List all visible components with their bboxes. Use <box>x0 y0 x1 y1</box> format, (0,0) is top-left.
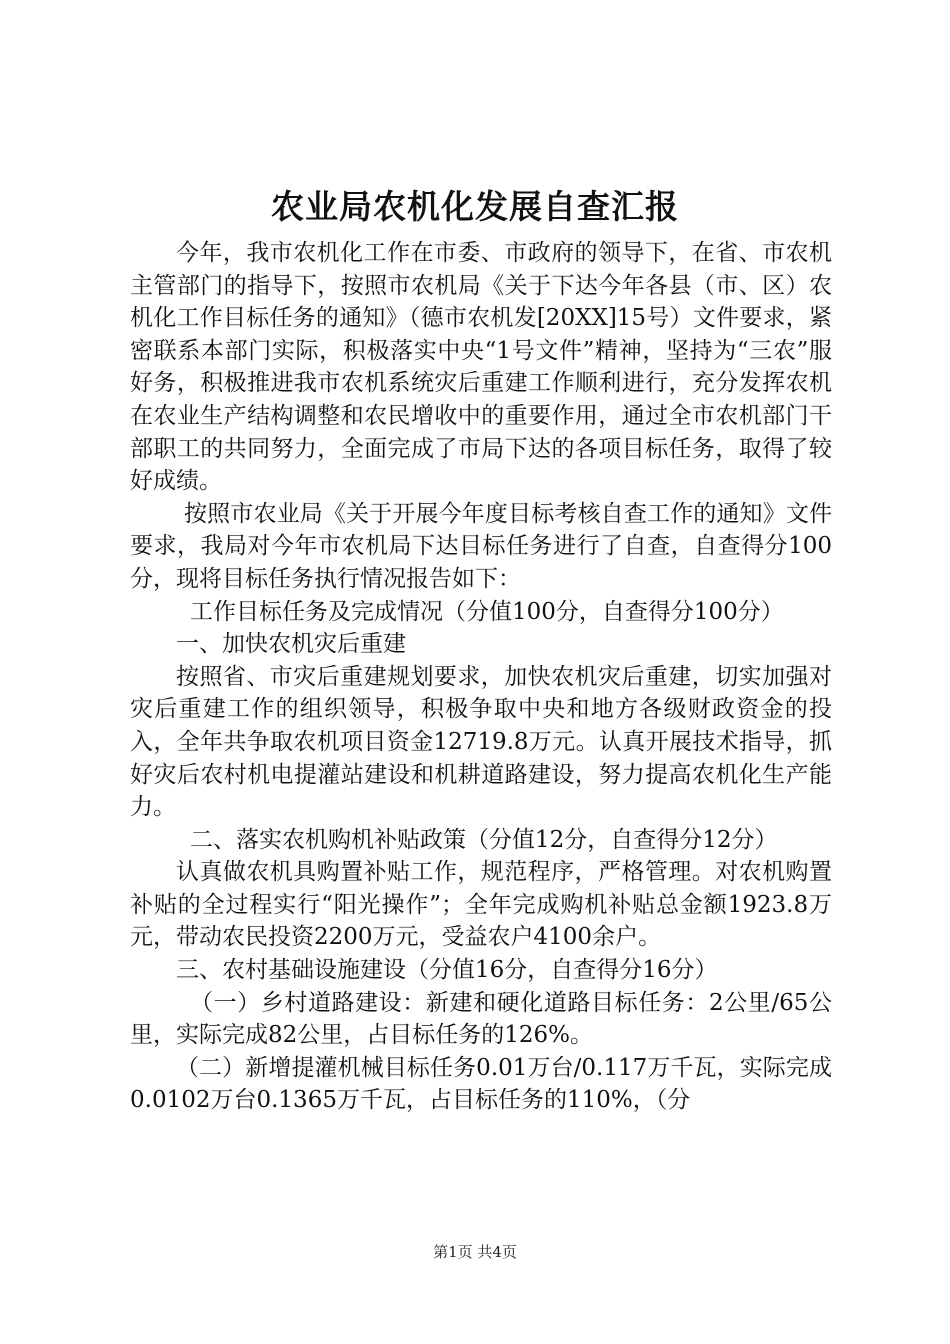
document-title: 农业局农机化发展自查汇报 <box>271 187 679 226</box>
document-body <box>130 237 832 1117</box>
paragraph-task-summary: 工作目标任务及完成情况（分值100分，自查得分100分） <box>190 598 784 625</box>
section-heading-2: 二、落实农机购机补贴政策（分值12分，自查得分12分） <box>190 826 778 853</box>
page-footer: 第1页 共4页 <box>433 1243 517 1261</box>
section-heading-1: 一、加快农机灾后重建 <box>176 631 406 658</box>
paragraph-section-1: 按照省、市灾后重建规划要求，加快农机灾后重建，切实加强对灾后重建工作的组织领导，积极争取中央和地方各级财政资金的投入，全年共争取农机项目资金12719.8万元。认真开展技术指导，抓好灾后农村机电提灌站建设和机耕道路建设，努力提高农机化生产能力。 <box>130 663 832 821</box>
paragraph-subsection-2: （二）新增提灌机械目标任务0.01万台/0.117万千瓦，实际完成0.0102万台0.1365万千瓦，占目标任务的110%，（分 <box>130 1054 832 1114</box>
paragraph-self-check: 按照市农业局《关于开展今年度目标考核自查工作的通知》文件要求，我局对今年市农机局下达目标任务进行了自查，自查得分100分，现将目标任务执行情况报告如下： <box>130 500 832 592</box>
paragraph-subsection-1: （一）乡村道路建设：新建和硬化道路目标任务：2公里/65公里，实际完成82公里，占目标任务的126%。 <box>130 989 832 1049</box>
paragraph-intro: 今年，我市农机化工作在市委、市政府的领导下，在省、市农机主管部门的指导下，按照市农机局《关于下达今年各县（市、区）农机化工作目标任务的通知》（德市农机发[20XX]15号）文件要求，紧密联系本部门实际，积极落实中央“1号文件”精神，坚持为“三农”服好务，积极推进我市农机系统灾后重建工作顺利进行，充分发挥农机在农业生产结构调整和农民增收中的重要作用，通过全市农机部门干部职工的共同努力，全面完成了市局下达的各项目标任务，取得了较好成绩。 <box>130 240 832 495</box>
section-heading-3: 三、农村基础设施建设（分值16分，自查得分16分） <box>176 957 718 984</box>
paragraph-section-2: 认真做农机具购置补贴工作，规范程序，严格管理。对农机购置补贴的全过程实行“阳光操作”；全年完成购机补贴总金额1923.8万元，带动农民投资2200万元，受益农户4100余户。 <box>130 859 832 951</box>
